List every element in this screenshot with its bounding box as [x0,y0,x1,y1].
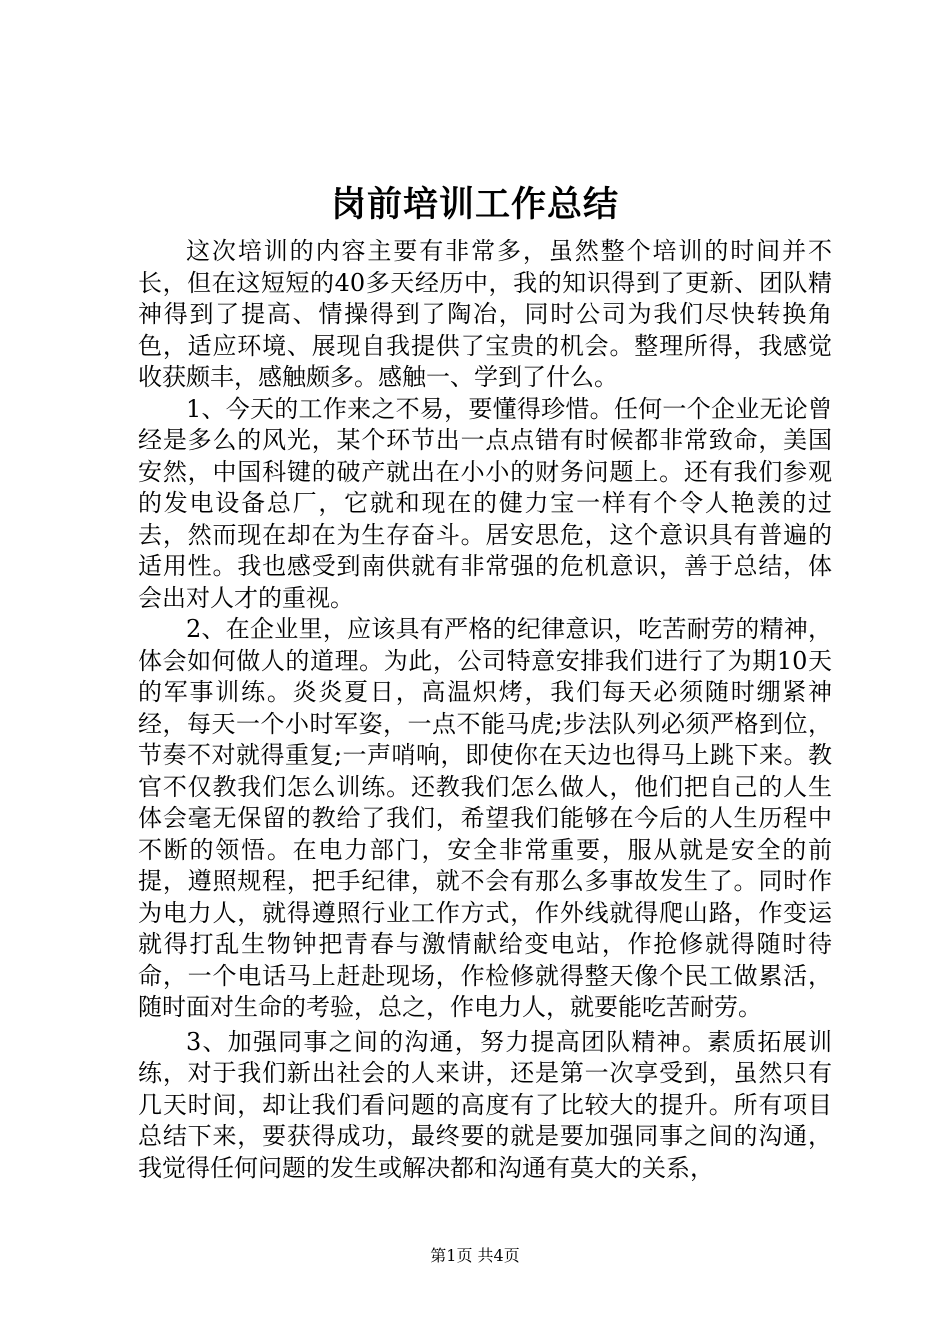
paragraph-intro: 这次培训的内容主要有非常多，虽然整个培训的时间并不长，但在这短短的40多天经历中，我的知识得到了更新、团队精神得到了提高、情操得到了陶冶，同时公司为我们尽快转换角色，适应环境、展现自我提供了宝贵的机会。整理所得，我感觉收获颇丰，感触颇多。感触一、学到了什么。 [138,237,832,391]
page-footer: 第1页 共4页 [430,1246,520,1265]
paragraph-point-2: 2、在企业里，应该具有严格的纪律意识，吃苦耐劳的精神，体会如何做人的道理。为此，公司特意安排我们进行了为期10天的军事训练。炎炎夏日，高温炽烤，我们每天必须随时绷紧神经，每天一个小时军姿，一点不能马虎;步法队列必须严格到位，节奏不对就得重复;一声哨响，即使你在天边也得马上跳下来。教官不仅教我们怎么训练。还教我们怎么做人，他们把自己的人生体会毫无保留的教给了我们，希望我们能够在今后的人生历程中不断的领悟。在电力部门，安全非常重要，服从就是安全的前提，遵照规程，把手纪律，就不会有那么多事故发生了。同时作为电力人，就得遵照行业工作方式，作外线就得爬山路，作变运就得打乱生物钟把青春与激情献给变电站，作抢修就得随时待命，一个电话马上赶赴现场，作检修就得整天像个民工做累活，随时面对生命的考验，总之，作电力人，就要能吃苦耐劳。 [138,615,832,1021]
paragraph-point-3: 3、加强同事之间的沟通，努力提高团队精神。素质拓展训练，对于我们新出社会的人来讲，还是第一次享受到，虽然只有几天时间，却让我们看问题的高度有了比较大的提升。所有项目总结下来，要获得成功，最终要的就是要加强同事之间的沟通，我觉得任何问题的发生或解决都和沟通有莫大的关系， [138,1027,832,1182]
paragraph-point-1: 1、今天的工作来之不易，要懂得珍惜。任何一个企业无论曾经是多么的风光，某个环节出一点点错有时候都非常致命，美国安然，中国科键的破产就出在小小的财务问题上。还有我们参观的发电设备总厂，它就和现在的健力宝一样有个令人艳羡的过去，然而现在却在为生存奋斗。居安思危，这个意识具有普遍的适用性。我也感受到南供就有非常强的危机意识，善于总结，体会出对人才的重视。 [138,394,832,612]
document-title: 岗前培训工作总结 [330,184,619,225]
document-body [138,236,832,1184]
